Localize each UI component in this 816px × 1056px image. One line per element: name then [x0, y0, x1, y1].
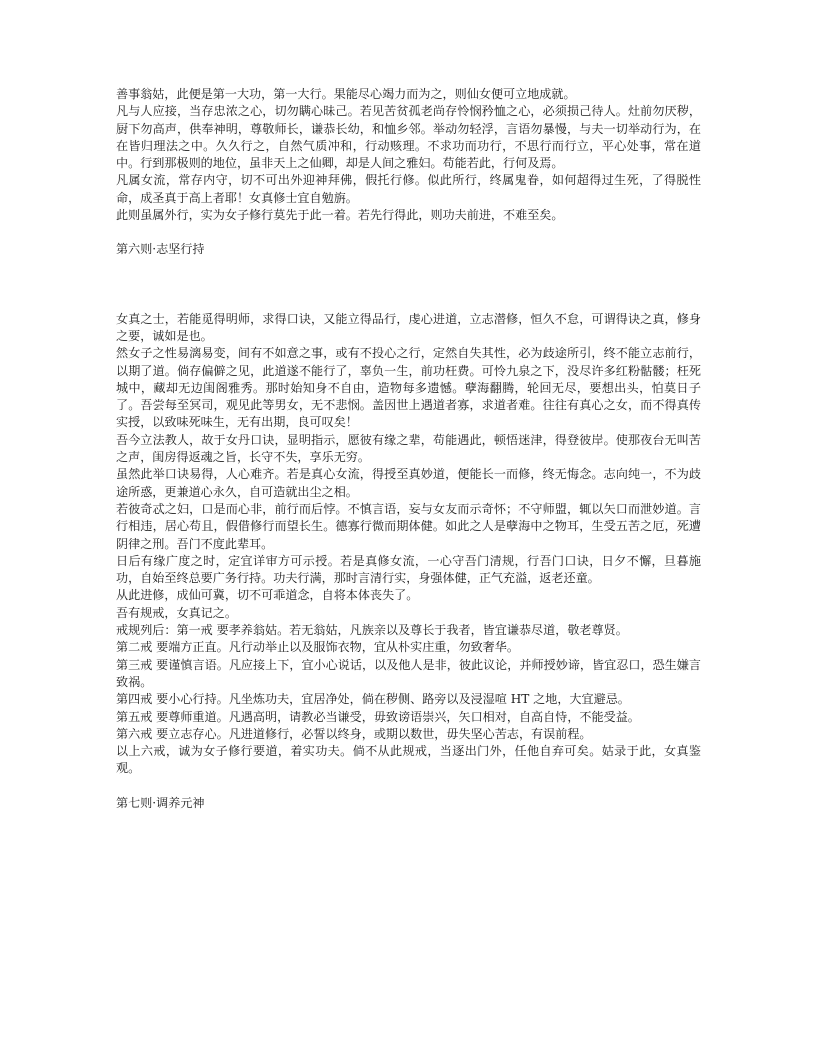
section-heading-6: 第六则·志坚行持 — [116, 242, 205, 257]
section-spacer — [116, 224, 701, 241]
paragraph: 凡属女流，常存内守，切不可出外迎神拜佛，假托行修。似此所行，终属鬼眷，如何超得过生死，了得脱性命，成圣真于高上者耶！女真修士宜自勉旃。 — [116, 173, 701, 205]
paragraph-precept-5: 第五戒 要尊师重道。凡遇高明，请教必当谦受，毋致谤语崇兴，矢口相对，自高自恃，不能受益。 — [116, 709, 640, 724]
paragraph-precept-3: 第三戒 要谨慎言语。凡应接上下，宜小心说话，以及他人是非，彼此议论，并师授妙谛，皆宜忍口，恐生嫌言致祸。 — [116, 657, 701, 689]
paragraph: 善事翁姑，此便是第一大功，第一大行。果能尽心竭力而为之，则仙女便可立地成就。 — [116, 87, 576, 101]
section-spacer — [116, 259, 701, 311]
paragraph: 此则虽属外行，实为女子修行莫先于此一着。若先行得此，则功夫前进，不难至矣。 — [116, 208, 564, 223]
paragraph-precept-2: 第二戒 要端方正直。凡行动举止以及服饰衣物，宜从朴实庄重，勿致奢华。 — [116, 640, 519, 655]
paragraph-precept-summary: 以上六戒，诚为女子修行要道，着实功夫。倘不从此规戒，当逐出门外，任他自弃可矣。姑录于此，女真鉴观。 — [116, 744, 701, 776]
section-spacer — [116, 778, 701, 795]
paragraph-precept-4: 第四戒 要小心行持。凡坐炼功夫，宜居净处，倘在秽侧、路旁以及浸湿喧 HT 之地，大宜避忌。 — [116, 692, 630, 707]
paragraph-precept-6: 第六戒 要立志存心。凡进道修行，必誓以终身，或期以数世，毋失坚心苦志，有误前程。 — [116, 726, 592, 741]
paragraph: 吾今立法教人，故于女丹口诀，显明指示，愿彼有缘之辈，苟能遇此，顿悟迷津，得登彼岸。使那夜台无叫苦之声，闺房得返魂之旨，长守不失，享乐无穷。 — [116, 432, 701, 465]
paragraph: 吾有规戒，女真记之。 — [116, 605, 237, 620]
paragraph: 凡与人应接，当存忠浓之心，切勿瞒心昧己。若见苦贫孤老尚存怜悯矜恤之心，必须损己待人。灶前勿厌秽，厨下勿高声，供奉神明，尊敬师长，谦恭长幼，和恤乡邻。举动勿轻浮，言语勿暴慢，与夫一切举动行为，在在皆归理法之中。久久行之，自然气质冲和，行动赅理。不求功而功行，不思行而行立，平心处事，常在道中。行到那极则的地位，虽非天上之仙卿，却是人间之雅妇。苟能若此，行何及焉。 — [116, 104, 701, 171]
paragraph: 女真之士，若能觅得明师，求得口诀，又能立得品行，虔心进道，立志潜修，恒久不怠，可谓得诀之真，修身之要，诚如是也。 — [116, 311, 701, 343]
paragraph: 虽然此举口诀易得，人心难齐。若是真心女流，得授至真妙道，便能长一而修，终无悔念。志向纯一，不为歧途所惑，更兼道心永久，自可造就出尘之相。 — [116, 467, 701, 499]
paragraph: 日后有缘广度之时，定宜详审方可示授。若是真修女流，一心守吾门清规，行吾门口诀，日夕不懈，旦暮施功，自始至终总要广务行持。功夫行满，那时言清行实，身强体健，正气充溢，返老还童。 — [116, 553, 701, 586]
section-heading-7: 第七则·调养元神 — [116, 795, 205, 810]
paragraph: 若彼奇忒之妇，口是而心非，前行而后悖。不慎言语，妄与女友而示奇怀；不守师盟，辄以矢口而泄妙道。言行相违，居心苟且，假借修行而望长生。德寡行微而期体健。如此之人是孽海中之物耳，生受五苦之厄，死遭阴律之刑。吾门不度此辈耳。 — [116, 501, 701, 551]
paragraph: 然女子之性易漓易变，间有不如意之事，或有不投心之行，定然自失其性，必为歧途所引，终不能立志前行，以期了道。倘存偏僻之见，此道遂不能行了，辜负一生，前功枉费。可怜九泉之下，没尽许多红粉骷髅；枉死城中，藏却无边闺阁雅秀。那时始知身不自由，造物每多遗憾。孽海翻腾，轮回无尽，要想出头，怕莫日子了。吾尝每至冥司，观见此等男女，无不悲悯。盖因世上遇道者寡，求道者难。往往有真心之女，而不得真传实授，以致味死味生，无有出期，良可叹矣！ — [116, 346, 701, 430]
document-body — [116, 86, 701, 812]
paragraph-precept-1: 戒规列后：第一戒 要孝养翁姑。若无翁姑，凡族亲以及尊长于我者，皆宜谦恭尽道，敬老尊贤。 — [116, 623, 628, 638]
paragraph: 从此进修，成仙可冀，切不可乖道念，自将本体丧失了。 — [116, 588, 419, 603]
